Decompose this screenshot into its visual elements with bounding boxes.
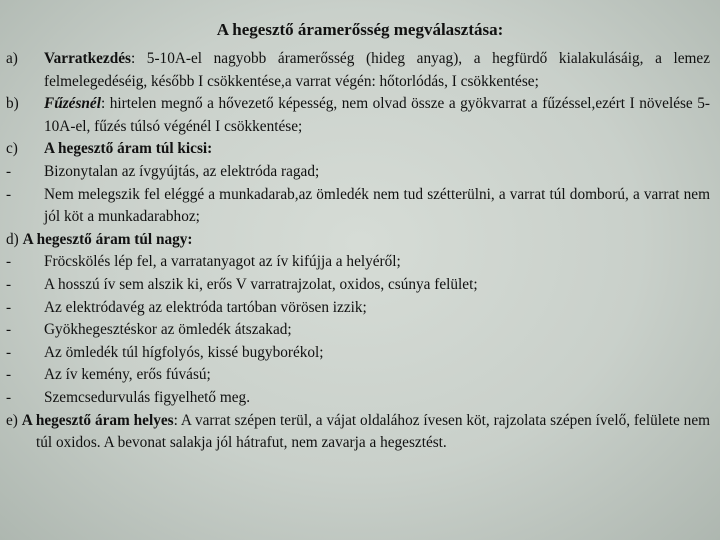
item-d-heading: d) A hegesztő áram túl nagy: <box>6 230 193 248</box>
item-a <box>6 48 710 93</box>
item-a-text <box>44 48 710 93</box>
dash-marker: - <box>6 343 12 361</box>
list-item <box>6 319 710 342</box>
item-b-term: Fűzésnél <box>44 95 101 113</box>
list-item <box>6 184 710 229</box>
list-item <box>6 364 710 387</box>
list-item <box>6 342 710 365</box>
item-e-body: : A varrat szépen terül, a vájat oldalához ívesen köt, rajzolata szépen ívelő, felülete nem túl oxidos. A bevonat salakja jól hátrafut, nem zavarja a hegesztést. <box>36 411 711 452</box>
item-b-text <box>44 93 710 138</box>
item-a-body: : 5-10A-el nagyobb áramerősség (hideg anyag), a hegfürdő kialakulásáig, a lemez felmelegedéséig, később I csökkentése,a varrat végén: hőtorlódás, I csökkentése; <box>44 50 710 90</box>
slide-content <box>6 48 710 455</box>
item-d-marker: d) <box>6 230 19 248</box>
list-item-text: Gyökhegesztéskor az ömledék átszakad; <box>44 321 292 339</box>
dash-marker: - <box>6 275 12 293</box>
item-b <box>6 93 710 138</box>
item-d <box>6 229 710 252</box>
list-item <box>6 161 710 184</box>
item-c-heading: A hegesztő áram túl kicsi: <box>44 140 213 158</box>
list-item-text: A hosszú ív sem alszik ki, erős V varratrajzolat, oxidos, csúnya felület; <box>44 275 478 293</box>
list-item <box>6 297 710 320</box>
dash-marker: - <box>6 321 12 339</box>
list-item-text: Szemcsedurvulás figyelhető meg. <box>44 388 251 406</box>
dash-marker: - <box>6 185 12 203</box>
list-item-text: Fröcskölés lép fel, a varratanyagot az ív kifújja a helyéről; <box>44 253 401 271</box>
list-item <box>6 251 710 274</box>
list-item <box>6 274 710 297</box>
dash-marker: - <box>6 162 12 180</box>
slide-title: A hegesztő áramerősség megválasztása: <box>216 20 504 39</box>
list-item-text: Bizonytalan az ívgyújtás, az elektróda ragad; <box>44 162 320 180</box>
item-c-marker: c) <box>6 140 18 158</box>
item-e-marker: e) <box>6 411 18 429</box>
dash-marker: - <box>6 298 12 316</box>
item-c <box>6 138 710 161</box>
item-b-marker: b) <box>6 95 19 113</box>
list-item-text: Az ív kemény, erős fúvású; <box>44 366 211 384</box>
item-b-body: : hirtelen megnő a hővezető képesség, nem olvad össze a gyökvarrat a fűzéssel,ezért I növelése 5-10A-el, fűzés túlsó végénél I csökkentése; <box>44 95 710 135</box>
item-e <box>6 410 710 455</box>
dash-marker: - <box>6 253 12 271</box>
item-a-marker: a) <box>6 50 18 67</box>
list-item-text: Az elektródavég az elektróda tartóban vörösen izzik; <box>44 298 367 316</box>
dash-marker: - <box>6 388 12 406</box>
list-item-text: Az ömledék túl hígfolyós, kissé bugyborékol; <box>44 343 324 361</box>
dash-marker: - <box>6 366 12 384</box>
list-item <box>6 387 710 410</box>
item-e-heading: A hegesztő áram helyes <box>21 411 174 429</box>
list-item-text: Nem melegszik fel eléggé a munkadarab,az ömledék nem tud szétterülni, a varrat túl domború, a varrat nem jól köt a munkadarabhoz; <box>44 185 710 226</box>
item-a-term: Varratkezdés <box>44 50 131 67</box>
